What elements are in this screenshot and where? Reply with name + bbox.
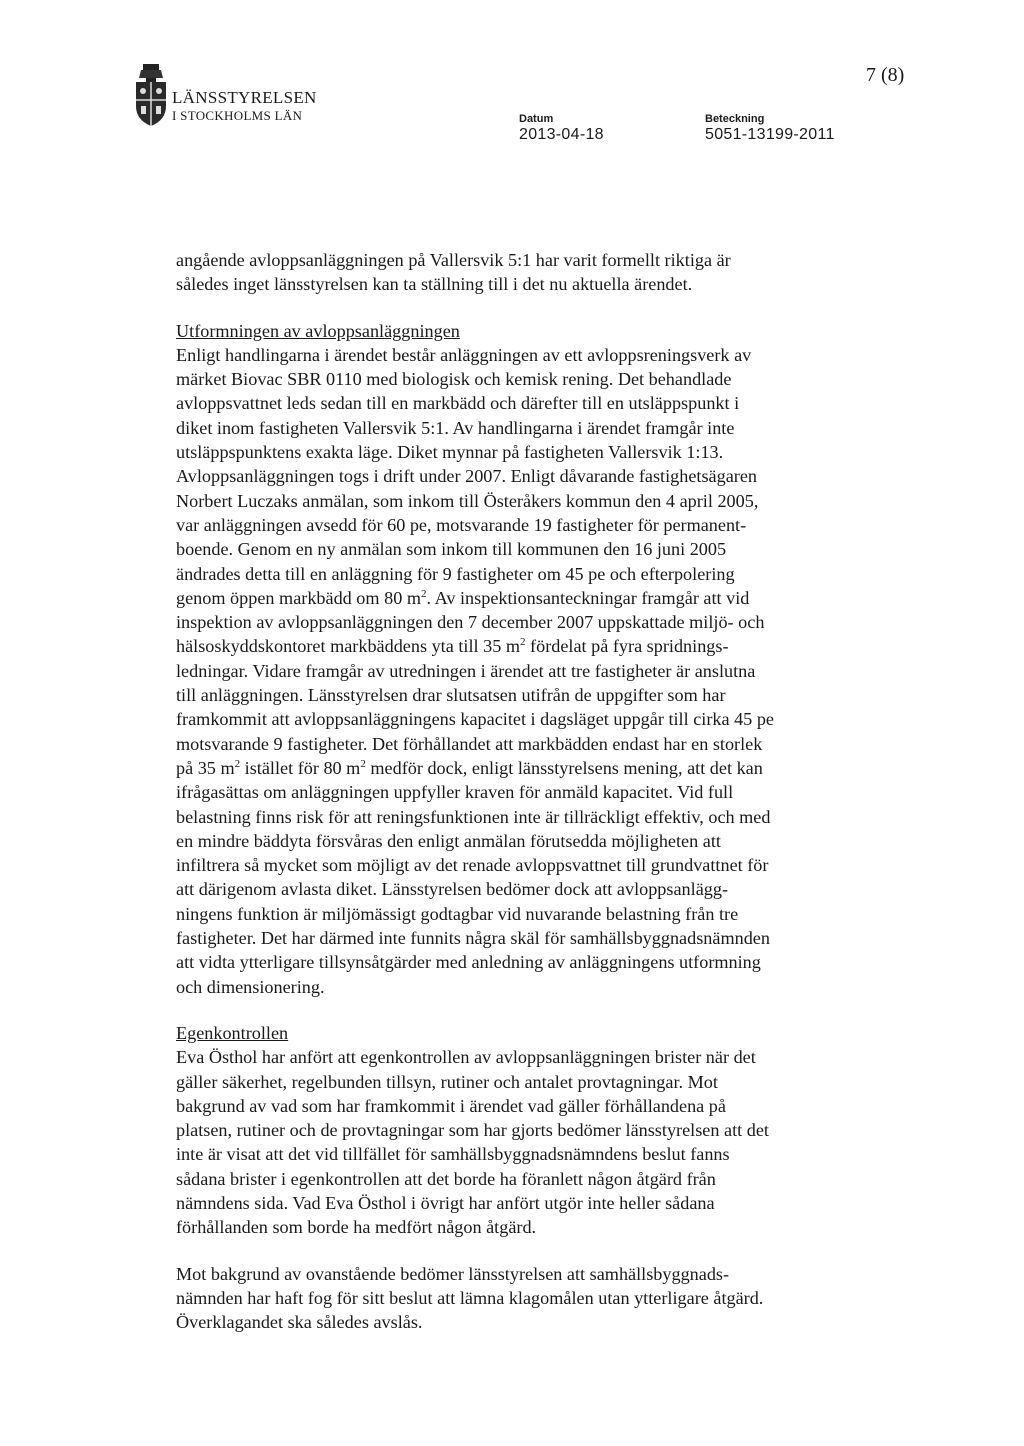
text-line: motsvarande 9 fastigheter. Det förhållandet att markbädden endast har en storlek: [176, 733, 763, 754]
text-line: Mot bakgrund av ovanstående bedömer länsstyrelsen att samhällsbyggnads-: [176, 1263, 730, 1284]
text-line: sådana brister i egenkontrollen att det borde ha föranlett någon åtgärd från: [176, 1168, 716, 1189]
text-line: Enligt handlingarna i ärendet består anläggningen av ett avloppsreningsverk av: [176, 344, 752, 365]
text-line: infiltrera så mycket som möjligt av det renade avloppsvattnet till grundvattnet för: [176, 855, 769, 876]
text-line: att därigenom avlasta diket. Länsstyrelsen bedömer dock att avloppsanlägg-: [176, 879, 729, 900]
text-line: en mindre bäddyta försvåras den enligt anmälan förutsedda möjligheten att: [176, 830, 721, 851]
text-line: belastning finns risk för att reningsfunktionen inte är tillräckligt effektiv, och med: [176, 806, 771, 827]
superscript: 2: [360, 757, 366, 770]
text-line: Överklagandet ska således avslås.: [176, 1312, 423, 1333]
superscript: 2: [520, 636, 526, 649]
text-line: på 35 m: [176, 757, 235, 778]
text-line: gäller säkerhet, regelbunden tillsyn, rutiner och antalet provtagningar. Mot: [176, 1071, 718, 1092]
text-line: Eva Östhol har anfört att egenkontrollen av avloppsanläggningen brister när det: [176, 1047, 756, 1068]
organization-name: [172, 88, 317, 124]
text-line: att vidta ytterligare tillsynsåtgärder med anledning av anläggningens utformning: [176, 952, 761, 973]
document-body: [176, 248, 866, 1334]
text-line: hälsoskyddskontoret markbäddens yta till 35 m: [176, 636, 520, 657]
text-line: märket Biovac SBR 0110 med biologisk och kemisk rening. Det behandlade: [176, 369, 732, 390]
text-line: angående avloppsanläggningen på Vallersvik 5:1 har varit formellt riktiga är: [176, 250, 731, 270]
org-subtitle: I STOCKHOLMS LÄN: [172, 108, 303, 123]
reference-label: Beteckning: [705, 113, 765, 125]
text-line: Avloppsanläggningen togs i drift under 2007. Enligt dåvarande fastighetsägaren: [176, 466, 758, 487]
text-line: medför dock, enligt länsstyrelsens mening, att det kan: [365, 757, 763, 778]
text-line: avloppsvattnet leds sedan till en markbädd och därefter till en utsläppspunkt i: [176, 393, 740, 414]
text-line: . Av inspektionsanteckningar framgår att vid: [426, 587, 750, 608]
text-line: nämndens sida. Vad Eva Östhol i övrigt har anfört utgör inte heller sådana: [176, 1192, 715, 1213]
conclusion-paragraph: [176, 1262, 866, 1335]
text-line: genom öppen markbädd om 80 m: [176, 587, 421, 608]
text-line: platsen, rutiner och de provtagningar som har gjorts bedömer länsstyrelsen att det: [176, 1120, 769, 1141]
section-heading-egenkontrollen: Egenkontrollen: [176, 1022, 289, 1043]
text-line: ändrades detta till en anläggning för 9 fastigheter om 45 pe och efterpolering: [176, 563, 735, 584]
text-line: ledningar. Vidare framgår av utredningen i ärendet att tre fastigheter är anslutna: [176, 660, 756, 681]
section-heading-utformningen: Utformningen av avloppsanläggningen: [176, 320, 460, 341]
page-number: 7 (8): [866, 64, 905, 86]
superscript: 2: [234, 757, 241, 770]
county-crest-logo: [133, 62, 169, 128]
intro-paragraph: [176, 248, 866, 297]
text-line: till anläggningen. Länsstyrelsen drar slutsatsen utifrån de uppgifter som har: [176, 685, 726, 706]
date-value: 2013-04-18: [519, 126, 604, 143]
text-line: framkommit att avloppsanläggningens kapacitet i dagsläget uppgår till cirka 45 pe: [176, 709, 774, 730]
org-name: LÄNSSTYRELSEN: [172, 88, 317, 107]
section-paragraph-utformningen: [176, 343, 866, 999]
text-line: var anläggningen avsedd för 60 pe, motsvarande 19 fastigheter för permanent-: [176, 514, 747, 535]
text-line: fastigheter. Det har därmed inte funnits några skäl för samhällsbyggnadsnämnden: [176, 928, 770, 949]
document-header: [0, 0, 1024, 160]
text-line: diket inom fastigheten Vallersvik 5:1. Av handlingarna i ärendet framgår inte: [176, 417, 735, 438]
text-line: således inget länsstyrelsen kan ta ställning till i det nu aktuella ärendet.: [176, 274, 693, 295]
text-line: fördelat på fyra spridnings-: [525, 636, 729, 657]
text-line: inte är visat att det vid tillfället för samhällsbyggnadsnämndens beslut fanns: [176, 1144, 730, 1165]
text-line: bakgrund av vad som har framkommit i ärendet vad gäller förhållandena på: [176, 1095, 726, 1116]
text-line: förhållanden som borde ha medfört någon åtgärd.: [176, 1217, 537, 1238]
text-line: Norbert Luczaks anmälan, som inkom till Österåkers kommun den 4 april 2005,: [176, 490, 759, 511]
text-line: boende. Genom en ny anmälan som inkom till kommunen den 16 juni 2005: [176, 539, 727, 560]
superscript: 2: [420, 587, 427, 600]
date-label: Datum: [519, 113, 554, 125]
text-line: nämnden har haft fog för sitt beslut att lämna klagomålen utan ytterligare åtgärd.: [176, 1287, 764, 1308]
section-paragraph-egenkontrollen: [176, 1045, 866, 1239]
text-line: och dimensionering.: [176, 976, 325, 997]
text-line: ningens funktion är miljömässigt godtagbar vid nuvarande belastning från tre: [176, 903, 739, 924]
reference-value: 5051-13199-2011: [705, 126, 835, 143]
text-line: inspektion av avloppsanläggningen den 7 december 2007 uppskattade miljö- och: [176, 612, 765, 633]
text-line: ifrågasättas om anläggningen uppfyller kraven för anmäld kapacitet. Vid full: [176, 782, 734, 803]
text-line: istället för 80 m: [240, 757, 361, 778]
text-line: utsläppspunktens exakta läge. Diket mynnar på fastigheten Vallersvik 1:13.: [176, 442, 724, 463]
